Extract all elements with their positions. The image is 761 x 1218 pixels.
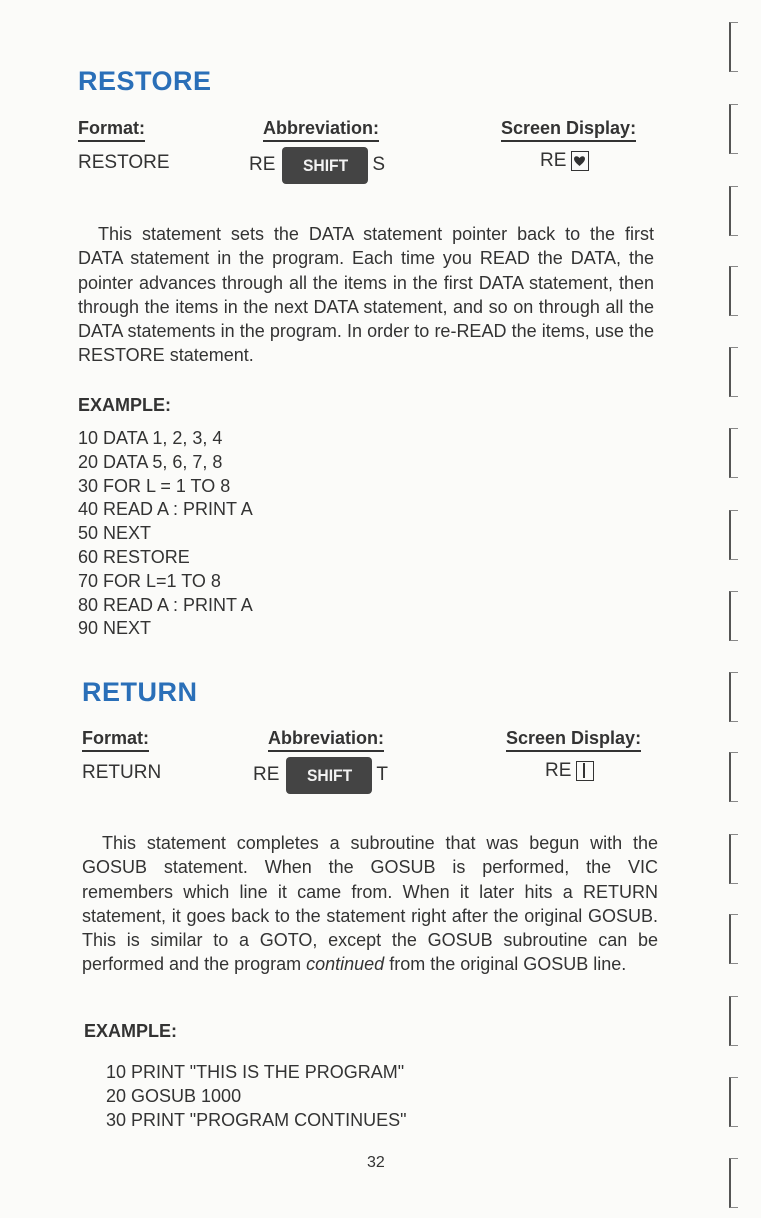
tab-mark xyxy=(729,672,738,722)
tab-mark xyxy=(729,266,738,316)
restore-abbreviation-label: Abbreviation: xyxy=(263,117,379,142)
heart-icon xyxy=(571,151,589,171)
tab-mark xyxy=(729,347,738,397)
tab-mark xyxy=(729,914,738,964)
tab-mark xyxy=(729,104,738,154)
tab-mark xyxy=(729,752,738,802)
return-format-label: Format: xyxy=(82,727,149,752)
return-screen-prefix: RE xyxy=(545,760,572,781)
return-abbreviation xyxy=(253,757,388,793)
tab-mark xyxy=(729,1158,738,1208)
return-example-label: EXAMPLE: xyxy=(84,1021,178,1041)
return-example-code xyxy=(106,1061,407,1132)
shift-key-icon: SHIFT xyxy=(286,757,372,794)
tab-mark xyxy=(729,834,738,884)
code-line: 90 NEXT xyxy=(78,618,152,639)
tab-mark xyxy=(729,22,738,72)
return-abbrev-prefix: RE xyxy=(253,764,280,785)
tab-mark xyxy=(729,1077,738,1127)
restore-abbrev-prefix: RE xyxy=(249,154,276,175)
tab-mark xyxy=(729,996,738,1046)
restore-screen-prefix: RE xyxy=(540,150,567,171)
restore-title: RESTORE xyxy=(78,66,212,96)
return-abbreviation-label: Abbreviation: xyxy=(268,727,384,752)
code-line: 20 DATA 5, 6, 7, 8 xyxy=(78,451,223,472)
restore-screen-display-label: Screen Display: xyxy=(501,117,636,142)
restore-abbrev-suffix: S xyxy=(372,154,386,175)
shift-key-icon: SHIFT xyxy=(282,147,368,184)
restore-abbreviation xyxy=(249,147,385,183)
return-description: This statement completes a subroutine that was begun with the GOSUB statement. When the GOSUB is performed, the VIC remembers which line it came from. When it later hits a RETURN statement, it goes back to the statement right after the original GOSUB. This is similar to a GOTO, except the GOSUB subroutine can be performed and the program continued from the original GOSUB line. xyxy=(82,833,658,975)
code-line: 30 FOR L = 1 TO 8 xyxy=(78,475,231,496)
code-line: 70 FOR L=1 TO 8 xyxy=(78,570,221,591)
tab-mark xyxy=(729,186,738,236)
restore-format-value: RESTORE xyxy=(78,152,170,173)
code-line: 20 GOSUB 1000 xyxy=(106,1085,242,1106)
return-screen-display xyxy=(545,759,594,783)
tab-mark xyxy=(729,428,738,478)
restore-description: This statement sets the DATA statement pointer back to the first DATA statement in the program. Each time you READ the DATA, the pointer advances through all the items in the first DATA statement, then through the items in the next DATA statement, and so on through all the DATA statements in the program. In order to re-READ the items, use the RESTORE statement. xyxy=(78,224,654,366)
tab-mark xyxy=(729,510,738,560)
restore-example-label: EXAMPLE: xyxy=(78,395,172,415)
page-number: 32 xyxy=(367,1154,385,1171)
return-title: RETURN xyxy=(82,677,198,707)
code-line: 10 DATA 1, 2, 3, 4 xyxy=(78,428,223,448)
restore-example-code xyxy=(78,427,253,641)
code-line: 80 READ A : PRINT A xyxy=(78,594,253,615)
restore-screen-display xyxy=(540,149,589,173)
code-line: 50 NEXT xyxy=(78,523,152,544)
code-line: 10 PRINT "THIS IS THE PROGRAM" xyxy=(106,1062,405,1082)
emphasis-continued: continued xyxy=(306,954,385,975)
return-abbrev-suffix: T xyxy=(376,764,389,785)
code-line: 40 READ A : PRINT A xyxy=(78,499,253,520)
tab-mark xyxy=(729,591,738,641)
code-line: 60 RESTORE xyxy=(78,546,190,567)
restore-format-label: Format: xyxy=(78,117,145,142)
return-format-value: RETURN xyxy=(82,762,162,783)
index-tab-marks xyxy=(729,0,743,1218)
vertical-bar-glyph-icon xyxy=(576,761,594,781)
code-line: 30 PRINT "PROGRAM CONTINUES" xyxy=(106,1109,407,1130)
return-screen-display-label: Screen Display: xyxy=(506,727,641,752)
